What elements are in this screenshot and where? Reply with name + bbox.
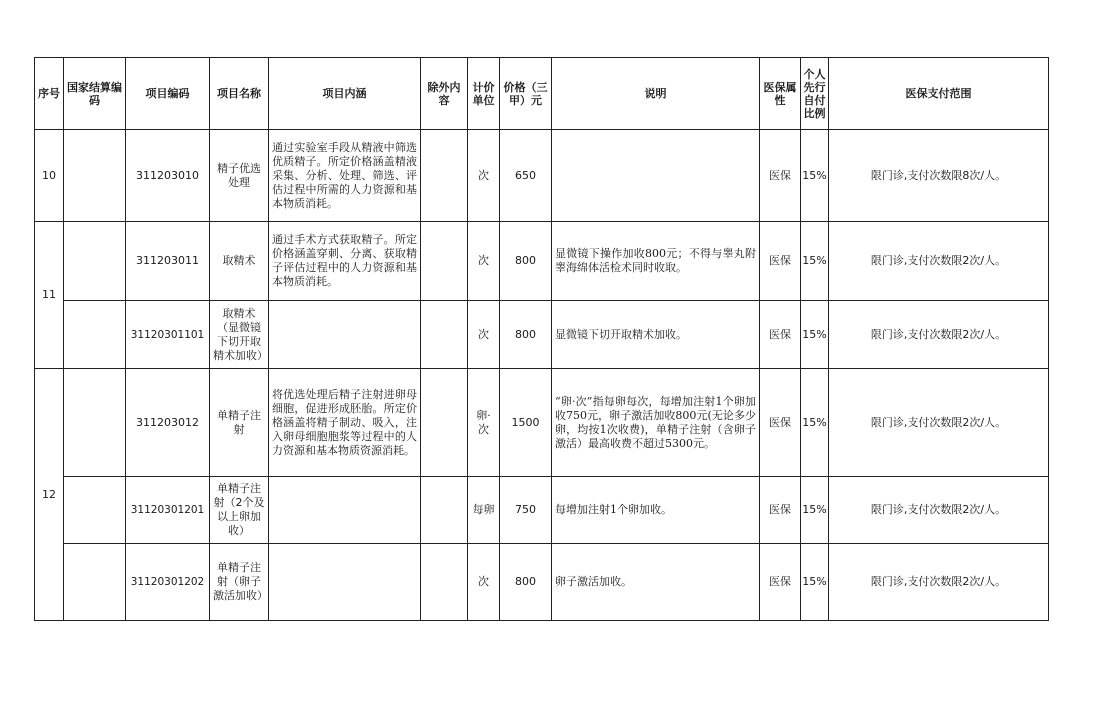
cell-item-name: 单精子注射（卵子激活加收） — [210, 544, 269, 621]
cell-scope: 限门诊,支付次数限2次/人。 — [829, 222, 1049, 301]
cell-item-code: 311203012 — [126, 369, 210, 477]
cell-note: 卵子激活加收。 — [552, 544, 760, 621]
cell-price: 800 — [500, 301, 552, 369]
cell-content: 将优选处理后精子注射进卵母细胞，促进形成胚胎。所定价格涵盖将精子制动、吸入，注入卵母细胞胞浆等过程中的人力资源和基本物质资源消耗。 — [269, 369, 421, 477]
cell-seq: 11 — [35, 222, 64, 369]
cell-insurance-attr: 医保 — [760, 222, 801, 301]
cell-insurance-attr: 医保 — [760, 301, 801, 369]
cell-exclusion — [421, 222, 468, 301]
cell-insurance-attr: 医保 — [760, 477, 801, 544]
cell-note — [552, 130, 760, 222]
header-note: 说明 — [552, 58, 760, 130]
cell-note: 显微镜下切开取精术加收。 — [552, 301, 760, 369]
cell-scope: 限门诊,支付次数限2次/人。 — [829, 369, 1049, 477]
cell-exclusion — [421, 369, 468, 477]
table-row — [35, 544, 1049, 621]
cell-content — [269, 301, 421, 369]
cell-self-pay: 15% — [801, 301, 829, 369]
cell-item-code: 31120301201 — [126, 477, 210, 544]
cell-unit: 每卵 — [468, 477, 500, 544]
cell-item-name: 单精子注射（2个及以上卵加收） — [210, 477, 269, 544]
cell-price: 750 — [500, 477, 552, 544]
cell-scope: 限门诊,支付次数限8次/人。 — [829, 130, 1049, 222]
table-row — [35, 369, 1049, 477]
header-row — [35, 58, 1049, 130]
cell-price: 800 — [500, 544, 552, 621]
cell-item-name: 取精术（显微镜下切开取精术加收） — [210, 301, 269, 369]
cell-item-code: 311203011 — [126, 222, 210, 301]
cell-insurance-attr: 医保 — [760, 130, 801, 222]
cell-national-code — [64, 130, 126, 222]
cell-exclusion — [421, 130, 468, 222]
cell-exclusion — [421, 477, 468, 544]
cell-note: 每增加注射1个卵加收。 — [552, 477, 760, 544]
cell-item-code: 311203010 — [126, 130, 210, 222]
cell-self-pay: 15% — [801, 369, 829, 477]
cell-self-pay: 15% — [801, 130, 829, 222]
cell-self-pay: 15% — [801, 544, 829, 621]
table-row — [35, 130, 1049, 222]
header-exclusion: 除外内容 — [421, 58, 468, 130]
cell-unit: 次 — [468, 130, 500, 222]
cell-item-code: 31120301202 — [126, 544, 210, 621]
header-item-code: 项目编码 — [126, 58, 210, 130]
header-price: 价格（三甲）元 — [500, 58, 552, 130]
cell-note: 显微镜下操作加收800元；不得与睾丸附睾海绵体活检术同时收取。 — [552, 222, 760, 301]
header-unit: 计价单位 — [468, 58, 500, 130]
cell-national-code — [64, 222, 126, 301]
cell-content — [269, 544, 421, 621]
header-seq: 序号 — [35, 58, 64, 130]
cell-item-code: 31120301101 — [126, 301, 210, 369]
cell-content: 通过手术方式获取精子。所定价格涵盖穿刺、分离、获取精子评估过程中的人力资源和基本物质消耗。 — [269, 222, 421, 301]
header-self-pay: 个人先行自付比例 — [801, 58, 829, 130]
cell-scope: 限门诊,支付次数限2次/人。 — [829, 477, 1049, 544]
cell-unit: 卵·次 — [468, 369, 500, 477]
cell-unit: 次 — [468, 301, 500, 369]
cell-unit: 次 — [468, 222, 500, 301]
table-row — [35, 477, 1049, 544]
cell-exclusion — [421, 301, 468, 369]
cell-national-code — [64, 301, 126, 369]
cell-seq: 10 — [35, 130, 64, 222]
cell-insurance-attr: 医保 — [760, 544, 801, 621]
cell-national-code — [64, 544, 126, 621]
cell-unit: 次 — [468, 544, 500, 621]
header-scope: 医保支付范围 — [829, 58, 1049, 130]
cell-exclusion — [421, 544, 468, 621]
cell-price: 650 — [500, 130, 552, 222]
header-content: 项目内涵 — [269, 58, 421, 130]
header-item-name: 项目名称 — [210, 58, 269, 130]
cell-price: 800 — [500, 222, 552, 301]
cell-price: 1500 — [500, 369, 552, 477]
header-national-code: 国家结算编码 — [64, 58, 126, 130]
cell-scope: 限门诊,支付次数限2次/人。 — [829, 301, 1049, 369]
cell-self-pay: 15% — [801, 222, 829, 301]
cell-seq: 12 — [35, 369, 64, 621]
table-row — [35, 301, 1049, 369]
header-insurance-attr: 医保属性 — [760, 58, 801, 130]
cell-national-code — [64, 477, 126, 544]
cell-item-name: 精子优选处理 — [210, 130, 269, 222]
pricing-table — [34, 57, 1049, 621]
cell-self-pay: 15% — [801, 477, 829, 544]
cell-content: 通过实验室手段从精液中筛选优质精子。所定价格涵盖精液采集、分析、处理、筛选、评估过程中所需的人力资源和基本物质消耗。 — [269, 130, 421, 222]
cell-insurance-attr: 医保 — [760, 369, 801, 477]
cell-national-code — [64, 369, 126, 477]
table-row — [35, 222, 1049, 301]
cell-item-name: 单精子注射 — [210, 369, 269, 477]
cell-scope: 限门诊,支付次数限2次/人。 — [829, 544, 1049, 621]
cell-item-name: 取精术 — [210, 222, 269, 301]
cell-note: “卵·次”指每卵每次，每增加注射1个卵加收750元，卵子激活加收800元(无论多少卵，均按1次收费)，单精子注射（含卵子激活）最高收费不超过5300元。 — [552, 369, 760, 477]
cell-content — [269, 477, 421, 544]
